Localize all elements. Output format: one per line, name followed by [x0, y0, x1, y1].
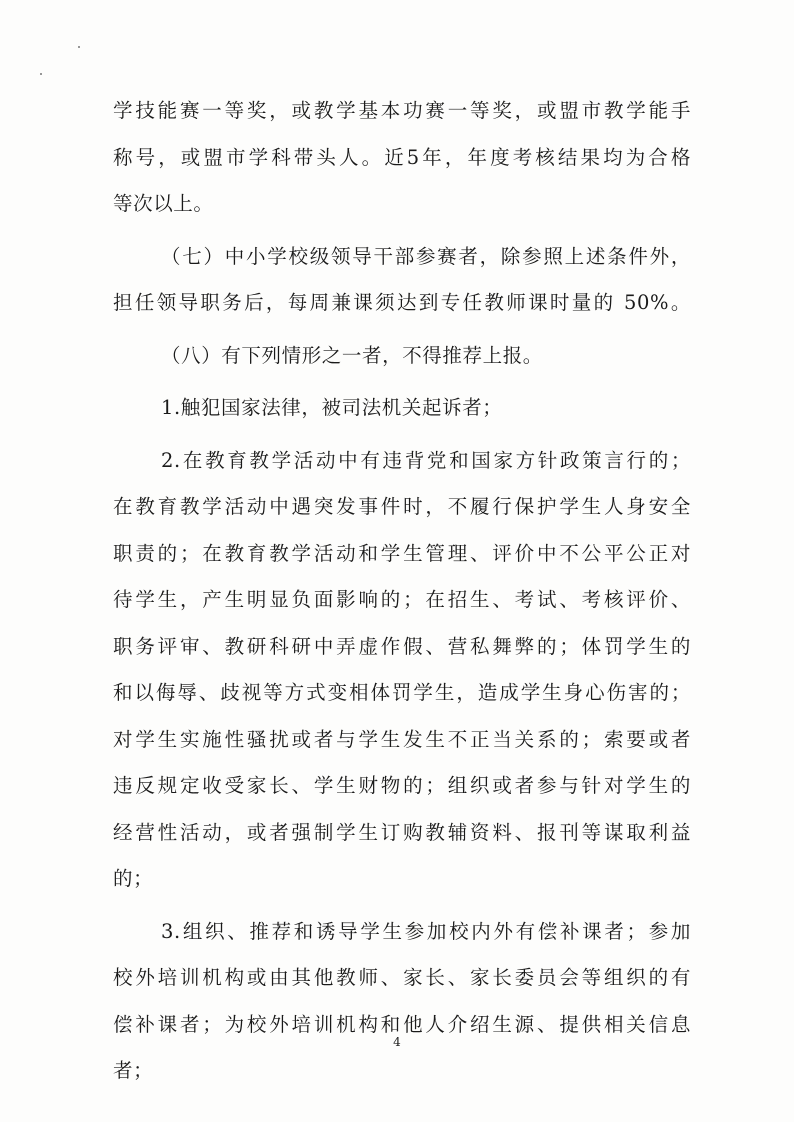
- text-line: 经营性活动，或者强制学生订购教辅资料、报刊等谋取利益: [113, 820, 691, 844]
- text-line: 等次以上。: [113, 192, 214, 215]
- text-line: 2.在教育教学活动中有违背党和国家方针政策言行的；: [161, 448, 691, 472]
- text-line: （八）有下列情形之一者，不得推荐上报。: [161, 343, 543, 367]
- text-line: 者；: [113, 1059, 154, 1082]
- text-line: 校外培训机构或由其他教师、家长、家长委员会等组织的有: [113, 966, 691, 989]
- text-line: 1.触犯国家法律，被司法机关起诉者；: [161, 396, 503, 419]
- text-line: 担任领导职务后，每周兼课须达到专任教师课时量的 50%。: [113, 291, 691, 314]
- text-line: 待学生，产生明显负面影响的；在招生、考试、考核评价、: [113, 588, 691, 611]
- text-line: 称号，或盟市学科带头人。近5年，年度考核结果均为合格: [113, 145, 691, 169]
- body-text: [113, 88, 691, 1095]
- text-line: 职责的；在教育教学活动和学生管理、评价中不公平公正对: [113, 541, 691, 565]
- scan-speck: [40, 73, 42, 75]
- text-line: 和以侮辱、歧视等方式变相体罚学生，造成学生身心伤害的；: [113, 681, 691, 704]
- text-line: 3.组织、推荐和诱导学生参加校内外有偿补课者；参加: [161, 919, 691, 943]
- text-line: 学技能赛一等奖，或教学基本功赛一等奖，或盟市教学能手: [113, 99, 691, 122]
- scan-speck: [78, 46, 80, 48]
- text-line: 的；: [113, 867, 154, 890]
- text-line: 违反规定收受家长、学生财物的；组织或者参与针对学生的: [113, 774, 691, 797]
- text-line: 职务评审、教研科研中弄虚作假、营私舞弊的；体罚学生的: [113, 634, 691, 658]
- text-line: （七）中小学校级领导干部参赛者，除参照上述条件外，: [161, 244, 691, 268]
- page-number: 4: [393, 1035, 401, 1049]
- text-line: 在教育教学活动中遇突发事件时，不履行保护学生人身安全: [113, 495, 691, 518]
- text-line: 对学生实施性骚扰或者与学生发生不正当关系的；索要或者: [113, 727, 691, 751]
- text-line: 偿补课者；为校外培训机构和他人介绍生源、提供相关信息: [113, 1012, 691, 1036]
